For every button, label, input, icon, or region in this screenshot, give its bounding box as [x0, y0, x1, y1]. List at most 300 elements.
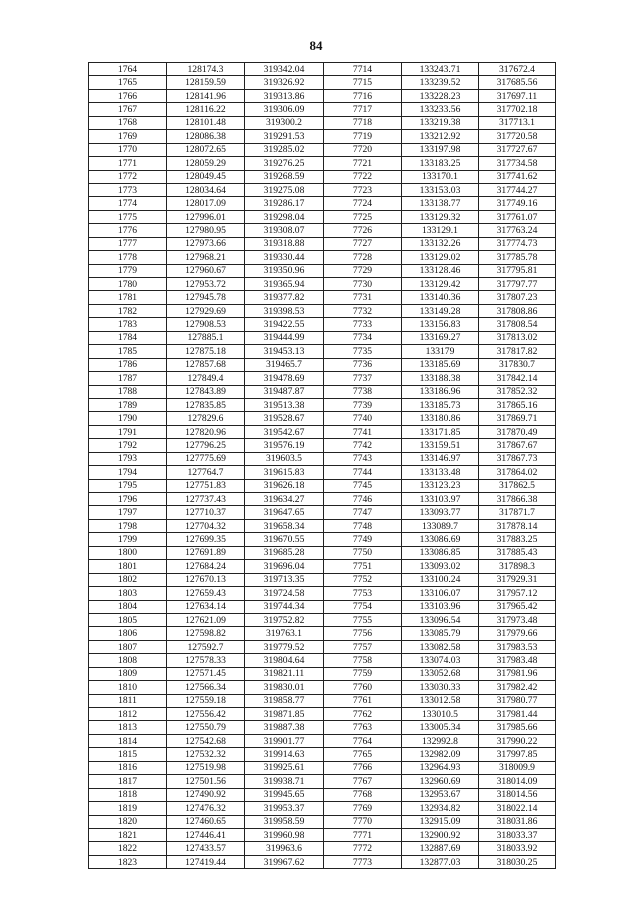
cell-point-b-number: 7737: [324, 372, 402, 385]
cell-point-a-y: 319576.19: [245, 439, 324, 452]
cell-point-a-y: 319487.87: [245, 385, 324, 398]
cell-point-b-y: 317685.56: [479, 76, 556, 89]
cell-point-a-number: 1766: [89, 89, 167, 102]
cell-point-a-y: 319960.98: [245, 828, 324, 841]
cell-point-b-y: 317898.3: [479, 560, 556, 573]
cell-point-a-y: 319670.55: [245, 533, 324, 546]
cell-point-b-y: 317808.54: [479, 318, 556, 331]
cell-point-a-number: 1775: [89, 210, 167, 223]
cell-point-b-y: 317878.14: [479, 519, 556, 532]
cell-point-a-x: 127710.37: [167, 506, 245, 519]
table-row: [89, 331, 556, 344]
cell-point-a-number: 1767: [89, 103, 167, 116]
cell-point-a-number: 1771: [89, 157, 167, 170]
cell-point-a-x: 127670.13: [167, 573, 245, 586]
cell-point-b-number: 7740: [324, 412, 402, 425]
table-row: [89, 479, 556, 492]
cell-point-b-y: 318030.25: [479, 855, 556, 868]
cell-point-a-x: 127885.1: [167, 331, 245, 344]
cell-point-b-x: 133140.36: [402, 291, 479, 304]
table-row: [89, 761, 556, 774]
cell-point-b-number: 7723: [324, 183, 402, 196]
cell-point-b-x: 133074.03: [402, 654, 479, 667]
cell-point-b-x: 133005.34: [402, 721, 479, 734]
table-row: [89, 775, 556, 788]
cell-point-b-x: 133146.97: [402, 452, 479, 465]
cell-point-a-number: 1784: [89, 331, 167, 344]
cell-point-a-number: 1770: [89, 143, 167, 156]
cell-point-a-y: 319465.7: [245, 358, 324, 371]
table-row: [89, 613, 556, 626]
cell-point-b-y: 317734.58: [479, 157, 556, 170]
cell-point-a-y: 319858.77: [245, 694, 324, 707]
cell-point-a-number: 1782: [89, 304, 167, 317]
cell-point-a-y: 319901.77: [245, 734, 324, 747]
table-row: [89, 63, 556, 76]
cell-point-b-number: 7720: [324, 143, 402, 156]
cell-point-a-x: 127571.45: [167, 667, 245, 680]
cell-point-b-x: 133085.79: [402, 627, 479, 640]
cell-point-a-y: 319330.44: [245, 251, 324, 264]
cell-point-b-number: 7735: [324, 345, 402, 358]
cell-point-b-y: 317763.24: [479, 224, 556, 237]
cell-point-b-y: 317842.14: [479, 372, 556, 385]
cell-point-a-x: 128159.59: [167, 76, 245, 89]
table-row: [89, 425, 556, 438]
cell-point-a-number: 1769: [89, 130, 167, 143]
cell-point-b-number: 7739: [324, 398, 402, 411]
coordinates-table: [88, 62, 556, 869]
cell-point-b-x: 133219.38: [402, 116, 479, 129]
cell-point-a-number: 1810: [89, 681, 167, 694]
cell-point-a-y: 319752.82: [245, 613, 324, 626]
cell-point-a-x: 127419.44: [167, 855, 245, 868]
cell-point-b-x: 133212.92: [402, 130, 479, 143]
cell-point-a-number: 1799: [89, 533, 167, 546]
cell-point-b-number: 7724: [324, 197, 402, 210]
cell-point-a-number: 1819: [89, 802, 167, 815]
coordinates-table-body: [89, 63, 556, 869]
cell-point-a-y: 319696.04: [245, 560, 324, 573]
cell-point-a-number: 1789: [89, 398, 167, 411]
cell-point-a-x: 127908.53: [167, 318, 245, 331]
cell-point-a-y: 319945.65: [245, 788, 324, 801]
cell-point-b-x: 132934.82: [402, 802, 479, 815]
cell-point-a-y: 319286.17: [245, 197, 324, 210]
cell-point-a-y: 319291.53: [245, 130, 324, 143]
table-row: [89, 103, 556, 116]
cell-point-b-number: 7718: [324, 116, 402, 129]
cell-point-a-x: 127764.7: [167, 466, 245, 479]
cell-point-b-x: 133156.83: [402, 318, 479, 331]
cell-point-b-y: 317741.62: [479, 170, 556, 183]
cell-point-b-x: 133093.02: [402, 560, 479, 573]
cell-point-b-number: 7765: [324, 748, 402, 761]
table-row: [89, 640, 556, 653]
cell-point-b-number: 7760: [324, 681, 402, 694]
cell-point-b-x: 133132.26: [402, 237, 479, 250]
cell-point-a-y: 319914.63: [245, 748, 324, 761]
cell-point-b-y: 317982.42: [479, 681, 556, 694]
cell-point-b-y: 317983.48: [479, 654, 556, 667]
cell-point-a-y: 319938.71: [245, 775, 324, 788]
table-row: [89, 466, 556, 479]
table-row: [89, 197, 556, 210]
cell-point-b-y: 317830.7: [479, 358, 556, 371]
cell-point-b-number: 7767: [324, 775, 402, 788]
cell-point-b-number: 7758: [324, 654, 402, 667]
cell-point-b-y: 317785.78: [479, 251, 556, 264]
table-row: [89, 721, 556, 734]
cell-point-a-x: 127598.82: [167, 627, 245, 640]
table-row: [89, 627, 556, 640]
cell-point-a-x: 127829.6: [167, 412, 245, 425]
cell-point-b-y: 317672.4: [479, 63, 556, 76]
cell-point-b-x: 133012.58: [402, 694, 479, 707]
table-row: [89, 372, 556, 385]
cell-point-a-number: 1808: [89, 654, 167, 667]
cell-point-b-y: 317885.43: [479, 546, 556, 559]
cell-point-a-number: 1813: [89, 721, 167, 734]
cell-point-a-number: 1787: [89, 372, 167, 385]
cell-point-a-x: 128059.29: [167, 157, 245, 170]
cell-point-a-number: 1777: [89, 237, 167, 250]
cell-point-a-x: 128086.38: [167, 130, 245, 143]
cell-point-b-number: 7736: [324, 358, 402, 371]
cell-point-b-x: 133171.85: [402, 425, 479, 438]
cell-point-a-number: 1774: [89, 197, 167, 210]
cell-point-a-x: 127446.41: [167, 828, 245, 841]
cell-point-b-x: 133106.07: [402, 587, 479, 600]
cell-point-a-number: 1773: [89, 183, 167, 196]
cell-point-b-y: 317795.81: [479, 264, 556, 277]
cell-point-a-y: 319925.61: [245, 761, 324, 774]
cell-point-a-y: 319953.37: [245, 802, 324, 815]
cell-point-a-number: 1795: [89, 479, 167, 492]
cell-point-b-x: 132887.69: [402, 842, 479, 855]
cell-point-a-x: 127996.01: [167, 210, 245, 223]
cell-point-a-number: 1802: [89, 573, 167, 586]
table-row: [89, 600, 556, 613]
cell-point-a-x: 127532.32: [167, 748, 245, 761]
cell-point-a-number: 1783: [89, 318, 167, 331]
cell-point-b-number: 7749: [324, 533, 402, 546]
cell-point-a-y: 319306.09: [245, 103, 324, 116]
cell-point-a-x: 128116.22: [167, 103, 245, 116]
cell-point-a-x: 127849.4: [167, 372, 245, 385]
table-row: [89, 842, 556, 855]
cell-point-b-number: 7769: [324, 802, 402, 815]
cell-point-b-number: 7728: [324, 251, 402, 264]
cell-point-b-number: 7742: [324, 439, 402, 452]
cell-point-a-y: 319444.99: [245, 331, 324, 344]
table-row: [89, 291, 556, 304]
cell-point-a-y: 319513.38: [245, 398, 324, 411]
cell-point-b-x: 133086.85: [402, 546, 479, 559]
cell-point-b-x: 133103.97: [402, 493, 479, 506]
cell-point-b-y: 317774.73: [479, 237, 556, 250]
cell-point-a-x: 127542.68: [167, 734, 245, 747]
cell-point-a-x: 127953.72: [167, 278, 245, 291]
cell-point-b-x: 132900.92: [402, 828, 479, 841]
cell-point-a-y: 319478.69: [245, 372, 324, 385]
cell-point-a-x: 127490.92: [167, 788, 245, 801]
table-row: [89, 694, 556, 707]
cell-point-b-y: 317865.16: [479, 398, 556, 411]
cell-point-a-number: 1790: [89, 412, 167, 425]
cell-point-a-y: 319365.94: [245, 278, 324, 291]
table-row: [89, 667, 556, 680]
cell-point-b-x: 133197.98: [402, 143, 479, 156]
table-row: [89, 573, 556, 586]
cell-point-a-y: 319300.2: [245, 116, 324, 129]
cell-point-a-x: 127968.21: [167, 251, 245, 264]
table-row: [89, 546, 556, 559]
cell-point-a-x: 127592.7: [167, 640, 245, 653]
cell-point-b-y: 317929.31: [479, 573, 556, 586]
cell-point-a-x: 128072.65: [167, 143, 245, 156]
cell-point-a-number: 1797: [89, 506, 167, 519]
cell-point-b-x: 133186.96: [402, 385, 479, 398]
cell-point-a-y: 319422.55: [245, 318, 324, 331]
cell-point-b-x: 133133.48: [402, 466, 479, 479]
cell-point-b-x: 133086.69: [402, 533, 479, 546]
cell-point-a-x: 128049.45: [167, 170, 245, 183]
cell-point-b-number: 7759: [324, 667, 402, 680]
cell-point-a-y: 319647.65: [245, 506, 324, 519]
cell-point-b-x: 133185.69: [402, 358, 479, 371]
cell-point-a-number: 1807: [89, 640, 167, 653]
cell-point-b-y: 317957.12: [479, 587, 556, 600]
cell-point-a-y: 319658.34: [245, 519, 324, 532]
cell-point-a-x: 128141.96: [167, 89, 245, 102]
cell-point-b-number: 7770: [324, 815, 402, 828]
table-row: [89, 89, 556, 102]
table-row: [89, 802, 556, 815]
cell-point-a-y: 319634.27: [245, 493, 324, 506]
cell-point-b-number: 7754: [324, 600, 402, 613]
table-row: [89, 304, 556, 317]
cell-point-b-y: 317983.53: [479, 640, 556, 653]
cell-point-b-number: 7715: [324, 76, 402, 89]
cell-point-b-y: 317808.86: [479, 304, 556, 317]
cell-point-b-x: 133129.1: [402, 224, 479, 237]
cell-point-b-number: 7761: [324, 694, 402, 707]
table-row: [89, 345, 556, 358]
cell-point-a-number: 1815: [89, 748, 167, 761]
cell-point-a-y: 319275.08: [245, 183, 324, 196]
cell-point-b-y: 317867.67: [479, 439, 556, 452]
cell-point-a-x: 127960.67: [167, 264, 245, 277]
cell-point-b-x: 133129.02: [402, 251, 479, 264]
table-row: [89, 237, 556, 250]
cell-point-a-x: 127775.69: [167, 452, 245, 465]
cell-point-a-x: 127980.95: [167, 224, 245, 237]
cell-point-a-x: 127684.24: [167, 560, 245, 573]
cell-point-b-number: 7743: [324, 452, 402, 465]
cell-point-a-number: 1801: [89, 560, 167, 573]
cell-point-b-x: 133082.58: [402, 640, 479, 653]
cell-point-a-x: 127796.25: [167, 439, 245, 452]
table-row: [89, 318, 556, 331]
table-row: [89, 130, 556, 143]
cell-point-a-y: 319268.59: [245, 170, 324, 183]
table-row: [89, 815, 556, 828]
page-number: 84: [309, 38, 323, 53]
cell-point-b-x: 132982.09: [402, 748, 479, 761]
cell-point-b-number: 7733: [324, 318, 402, 331]
cell-point-b-x: 133129.42: [402, 278, 479, 291]
cell-point-a-number: 1814: [89, 734, 167, 747]
cell-point-b-number: 7730: [324, 278, 402, 291]
cell-point-a-y: 319763.1: [245, 627, 324, 640]
cell-point-a-y: 319685.28: [245, 546, 324, 559]
cell-point-a-number: 1796: [89, 493, 167, 506]
cell-point-a-x: 127566.34: [167, 681, 245, 694]
cell-point-b-number: 7751: [324, 560, 402, 573]
cell-point-a-x: 127621.09: [167, 613, 245, 626]
cell-point-a-x: 127433.57: [167, 842, 245, 855]
cell-point-a-x: 127945.78: [167, 291, 245, 304]
cell-point-b-y: 318033.92: [479, 842, 556, 855]
cell-point-a-x: 128017.09: [167, 197, 245, 210]
table-row: [89, 681, 556, 694]
cell-point-b-number: 7768: [324, 788, 402, 801]
cell-point-b-x: 133188.38: [402, 372, 479, 385]
cell-point-b-y: 317720.58: [479, 130, 556, 143]
cell-point-b-x: 133052.68: [402, 667, 479, 680]
cell-point-b-number: 7748: [324, 519, 402, 532]
cell-point-a-number: 1788: [89, 385, 167, 398]
cell-point-a-x: 127820.96: [167, 425, 245, 438]
cell-point-b-y: 318033.37: [479, 828, 556, 841]
table-row: [89, 452, 556, 465]
cell-point-a-y: 319276.25: [245, 157, 324, 170]
cell-point-b-y: 317744.27: [479, 183, 556, 196]
cell-point-a-y: 319377.82: [245, 291, 324, 304]
cell-point-a-y: 319958.59: [245, 815, 324, 828]
cell-point-a-x: 127519.98: [167, 761, 245, 774]
cell-point-b-number: 7717: [324, 103, 402, 116]
cell-point-b-x: 133233.56: [402, 103, 479, 116]
cell-point-b-number: 7746: [324, 493, 402, 506]
cell-point-a-number: 1817: [89, 775, 167, 788]
table-row: [89, 76, 556, 89]
cell-point-a-x: 127843.89: [167, 385, 245, 398]
cell-point-b-x: 133096.54: [402, 613, 479, 626]
cell-point-b-x: 133093.77: [402, 506, 479, 519]
cell-point-b-number: 7762: [324, 708, 402, 721]
cell-point-b-x: 133170.1: [402, 170, 479, 183]
cell-point-b-y: 317985.66: [479, 721, 556, 734]
cell-point-b-y: 317807.23: [479, 291, 556, 304]
cell-point-b-y: 317870.49: [479, 425, 556, 438]
cell-point-a-y: 319318.88: [245, 237, 324, 250]
cell-point-b-number: 7747: [324, 506, 402, 519]
cell-point-a-x: 128174.3: [167, 63, 245, 76]
cell-point-b-y: 318009.9: [479, 761, 556, 774]
cell-point-b-number: 7756: [324, 627, 402, 640]
cell-point-b-number: 7734: [324, 331, 402, 344]
cell-point-a-number: 1776: [89, 224, 167, 237]
cell-point-b-number: 7727: [324, 237, 402, 250]
cell-point-b-x: 133103.96: [402, 600, 479, 613]
cell-point-a-y: 319528.67: [245, 412, 324, 425]
cell-point-b-number: 7773: [324, 855, 402, 868]
cell-point-b-y: 317761.07: [479, 210, 556, 223]
cell-point-b-y: 317981.44: [479, 708, 556, 721]
cell-point-b-x: 133179: [402, 345, 479, 358]
cell-point-b-y: 317697.11: [479, 89, 556, 102]
cell-point-a-y: 319779.52: [245, 640, 324, 653]
cell-point-a-x: 127699.35: [167, 533, 245, 546]
cell-point-a-y: 319963.6: [245, 842, 324, 855]
cell-point-b-y: 317866.38: [479, 493, 556, 506]
cell-point-a-number: 1806: [89, 627, 167, 640]
table-row: [89, 170, 556, 183]
cell-point-a-number: 1779: [89, 264, 167, 277]
cell-point-a-number: 1780: [89, 278, 167, 291]
table-row: [89, 385, 556, 398]
cell-point-b-x: 133159.51: [402, 439, 479, 452]
cell-point-a-y: 319967.62: [245, 855, 324, 868]
table-row: [89, 748, 556, 761]
cell-point-a-y: 319453.13: [245, 345, 324, 358]
cell-point-a-x: 127559.18: [167, 694, 245, 707]
cell-point-b-x: 133169.27: [402, 331, 479, 344]
cell-point-a-x: 127973.66: [167, 237, 245, 250]
cell-point-a-number: 1792: [89, 439, 167, 452]
cell-point-b-number: 7753: [324, 587, 402, 600]
table-row: [89, 654, 556, 667]
cell-point-b-x: 133089.7: [402, 519, 479, 532]
cell-point-a-y: 319308.07: [245, 224, 324, 237]
table-row: [89, 788, 556, 801]
table-row: [89, 506, 556, 519]
cell-point-b-y: 318014.09: [479, 775, 556, 788]
table-row: [89, 708, 556, 721]
cell-point-b-x: 133138.77: [402, 197, 479, 210]
table-row: [89, 587, 556, 600]
cell-point-b-x: 133185.73: [402, 398, 479, 411]
table-row: [89, 143, 556, 156]
cell-point-a-number: 1822: [89, 842, 167, 855]
cell-point-a-number: 1820: [89, 815, 167, 828]
cell-point-b-x: 133228.23: [402, 89, 479, 102]
cell-point-b-y: 317813.02: [479, 331, 556, 344]
cell-point-b-number: 7750: [324, 546, 402, 559]
cell-point-a-number: 1818: [89, 788, 167, 801]
cell-point-b-number: 7755: [324, 613, 402, 626]
cell-point-a-y: 319871.85: [245, 708, 324, 721]
cell-point-a-number: 1778: [89, 251, 167, 264]
table-row: [89, 398, 556, 411]
cell-point-a-number: 1786: [89, 358, 167, 371]
table-row: [89, 560, 556, 573]
cell-point-a-number: 1821: [89, 828, 167, 841]
cell-point-b-y: 317980.77: [479, 694, 556, 707]
cell-point-a-y: 319326.92: [245, 76, 324, 89]
cell-point-a-number: 1804: [89, 600, 167, 613]
table-row: [89, 533, 556, 546]
cell-point-a-x: 127578.33: [167, 654, 245, 667]
cell-point-b-y: 317883.25: [479, 533, 556, 546]
table-row: [89, 412, 556, 425]
cell-point-b-y: 318031.86: [479, 815, 556, 828]
table-row: [89, 439, 556, 452]
cell-point-a-x: 127460.65: [167, 815, 245, 828]
cell-point-a-y: 319398.53: [245, 304, 324, 317]
